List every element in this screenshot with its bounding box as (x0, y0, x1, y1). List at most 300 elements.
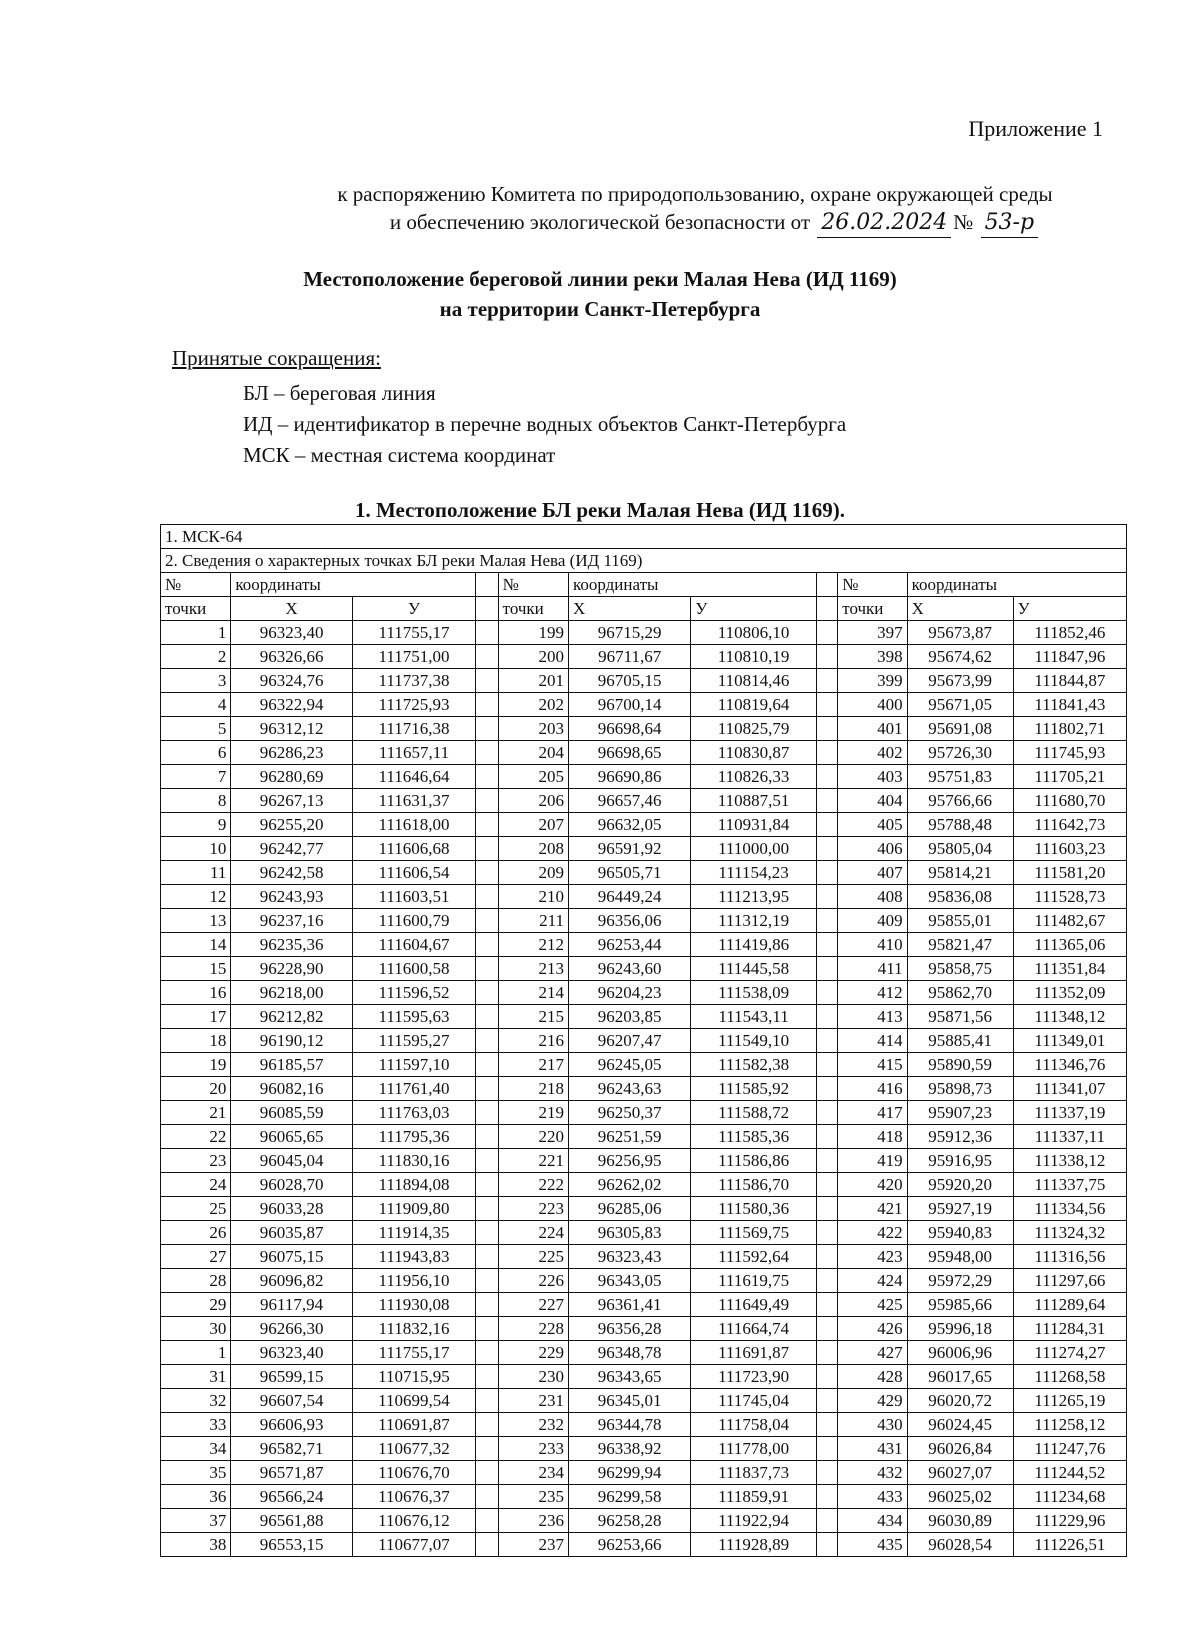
y-coordinate-cell: 111324,32 (1013, 1221, 1126, 1245)
point-number-cell: 218 (498, 1077, 568, 1101)
spacer-cell (816, 1533, 837, 1557)
point-number-cell: 1 (161, 1341, 231, 1365)
point-number-cell: 429 (838, 1389, 907, 1413)
y-coordinate-cell: 111569,75 (691, 1221, 816, 1245)
x-coordinate-cell: 96599,15 (231, 1365, 352, 1389)
x-coordinate-cell: 95890,59 (907, 1053, 1013, 1077)
y-coordinate-cell: 111755,17 (352, 1341, 475, 1365)
point-number-cell: 28 (161, 1269, 231, 1293)
point-number-cell: 229 (498, 1341, 568, 1365)
x-coordinate-cell: 96606,93 (231, 1413, 352, 1437)
y-coordinate-cell: 111649,49 (691, 1293, 816, 1317)
spacer-cell (816, 765, 837, 789)
y-coordinate-cell: 111337,11 (1013, 1125, 1126, 1149)
abbreviation-item: БЛ – береговая линия (243, 381, 436, 405)
spacer-cell (816, 789, 837, 813)
y-coordinate-cell: 111604,67 (352, 933, 475, 957)
spacer-cell (816, 1197, 837, 1221)
point-number-cell: 25 (161, 1197, 231, 1221)
point-number-cell: 37 (161, 1509, 231, 1533)
x-coordinate-cell: 95805,04 (907, 837, 1013, 861)
x-coordinate-cell: 95674,62 (907, 645, 1013, 669)
table-row (161, 1293, 1127, 1317)
abbreviations-list (243, 378, 846, 471)
y-coordinate-cell: 111585,36 (691, 1125, 816, 1149)
spacer-cell (816, 1101, 837, 1125)
point-number-cell: 417 (838, 1101, 907, 1125)
y-coordinate-cell: 111657,11 (352, 741, 475, 765)
spacer-cell (816, 1173, 837, 1197)
x-coordinate-cell: 96218,00 (231, 981, 352, 1005)
point-number-cell: 209 (498, 861, 568, 885)
spacer-cell (476, 1125, 498, 1149)
y-coordinate-cell: 111600,58 (352, 957, 475, 981)
spacer-cell (476, 861, 498, 885)
table-row (161, 645, 1127, 669)
appendix-label: Приложение 1 (968, 116, 1103, 141)
spacer-cell (816, 813, 837, 837)
x-coordinate-cell: 95691,08 (907, 717, 1013, 741)
point-number-cell: 210 (498, 885, 568, 909)
table-row (161, 909, 1127, 933)
spacer-cell (816, 1005, 837, 1029)
x-coordinate-cell: 96033,28 (231, 1197, 352, 1221)
point-number-cell: 35 (161, 1461, 231, 1485)
table-caption: 1. Местоположение БЛ реки Малая Нева (ИД 1169). (354, 498, 846, 522)
spacer-cell (476, 981, 498, 1005)
col-no-header: № (498, 573, 568, 597)
x-coordinate-cell: 96582,71 (231, 1437, 352, 1461)
y-coordinate-cell: 111297,66 (1013, 1269, 1126, 1293)
point-number-cell: 23 (161, 1149, 231, 1173)
x-coordinate-cell: 96299,94 (568, 1461, 690, 1485)
spacer-cell (476, 645, 498, 669)
y-coordinate-cell: 110677,32 (352, 1437, 475, 1461)
point-number-cell: 18 (161, 1029, 231, 1053)
x-coordinate-cell: 96237,16 (231, 909, 352, 933)
x-coordinate-cell: 96085,59 (231, 1101, 352, 1125)
x-coordinate-cell: 95940,83 (907, 1221, 1013, 1245)
point-number-cell: 214 (498, 981, 568, 1005)
point-number-cell: 237 (498, 1533, 568, 1557)
y-coordinate-cell: 110814,46 (691, 669, 816, 693)
spacer-cell (476, 813, 498, 837)
y-coordinate-cell: 111284,31 (1013, 1317, 1126, 1341)
table-row (161, 1461, 1127, 1485)
x-coordinate-cell: 96285,06 (568, 1197, 690, 1221)
table-row (161, 837, 1127, 861)
x-coordinate-cell: 96030,89 (907, 1509, 1013, 1533)
col-x-header: Х (231, 597, 352, 621)
col-point-header: точки (498, 597, 568, 621)
point-number-cell: 416 (838, 1077, 907, 1101)
col-x-header: Х (568, 597, 690, 621)
x-coordinate-cell: 96705,15 (568, 669, 690, 693)
col-point-header: точки (838, 597, 907, 621)
point-number-cell: 425 (838, 1293, 907, 1317)
y-coordinate-cell: 111922,94 (691, 1509, 816, 1533)
y-coordinate-cell: 111528,73 (1013, 885, 1126, 909)
table-row (161, 1077, 1127, 1101)
y-coordinate-cell: 110691,87 (352, 1413, 475, 1437)
point-number-cell: 418 (838, 1125, 907, 1149)
point-number-cell: 399 (838, 669, 907, 693)
point-number-cell: 32 (161, 1389, 231, 1413)
table-row (161, 1365, 1127, 1389)
y-coordinate-cell: 110887,51 (691, 789, 816, 813)
y-coordinate-cell: 110677,07 (352, 1533, 475, 1557)
spacer-cell (476, 1461, 498, 1485)
point-number-cell: 409 (838, 909, 907, 933)
point-number-cell: 400 (838, 693, 907, 717)
y-coordinate-cell: 111338,12 (1013, 1149, 1126, 1173)
point-number-cell: 207 (498, 813, 568, 837)
y-coordinate-cell: 111763,03 (352, 1101, 475, 1125)
table-row (161, 1053, 1127, 1077)
y-coordinate-cell: 110699,54 (352, 1389, 475, 1413)
point-number-cell: 202 (498, 693, 568, 717)
point-number-cell: 407 (838, 861, 907, 885)
x-coordinate-cell: 96571,87 (231, 1461, 352, 1485)
spacer-cell (476, 1413, 498, 1437)
y-coordinate-cell: 111337,75 (1013, 1173, 1126, 1197)
x-coordinate-cell: 96035,87 (231, 1221, 352, 1245)
spacer-cell (816, 741, 837, 765)
y-coordinate-cell: 111000,00 (691, 837, 816, 861)
x-coordinate-cell: 96449,24 (568, 885, 690, 909)
y-coordinate-cell: 111894,08 (352, 1173, 475, 1197)
table-row (161, 693, 1127, 717)
spacer-cell (816, 1053, 837, 1077)
y-coordinate-cell: 111597,10 (352, 1053, 475, 1077)
col-y-header: У (352, 597, 475, 621)
col-coords-header: координаты (231, 573, 476, 597)
table-row (161, 813, 1127, 837)
point-number-cell: 223 (498, 1197, 568, 1221)
y-coordinate-cell: 111606,68 (352, 837, 475, 861)
spacer-cell (476, 1029, 498, 1053)
point-number-cell: 22 (161, 1125, 231, 1149)
point-number-cell: 31 (161, 1365, 231, 1389)
x-coordinate-cell: 96045,04 (231, 1149, 352, 1173)
point-number-cell: 403 (838, 765, 907, 789)
table-row (161, 861, 1127, 885)
point-number-cell: 234 (498, 1461, 568, 1485)
point-number-cell: 227 (498, 1293, 568, 1317)
y-coordinate-cell: 111588,72 (691, 1101, 816, 1125)
x-coordinate-cell: 95912,36 (907, 1125, 1013, 1149)
point-number-cell: 26 (161, 1221, 231, 1245)
document-title (0, 264, 1200, 324)
point-number-cell: 220 (498, 1125, 568, 1149)
table-row (161, 1245, 1127, 1269)
y-coordinate-cell: 111751,00 (352, 645, 475, 669)
y-coordinate-cell: 111274,27 (1013, 1341, 1126, 1365)
point-number-cell: 226 (498, 1269, 568, 1293)
table-row (161, 1413, 1127, 1437)
x-coordinate-cell: 96343,65 (568, 1365, 690, 1389)
y-coordinate-cell: 111914,35 (352, 1221, 475, 1245)
table-row (161, 1341, 1127, 1365)
spacer-cell (816, 1125, 837, 1149)
y-coordinate-cell: 110826,33 (691, 765, 816, 789)
point-number-cell: 404 (838, 789, 907, 813)
point-number-cell: 33 (161, 1413, 231, 1437)
spacer-cell (476, 717, 498, 741)
spacer-cell (816, 909, 837, 933)
x-coordinate-cell: 96026,84 (907, 1437, 1013, 1461)
y-coordinate-cell: 111844,87 (1013, 669, 1126, 693)
y-coordinate-cell: 111603,51 (352, 885, 475, 909)
spacer-cell (476, 1437, 498, 1461)
x-coordinate-cell: 96245,05 (568, 1053, 690, 1077)
point-number-cell: 398 (838, 645, 907, 669)
y-coordinate-cell: 110830,87 (691, 741, 816, 765)
spacer-cell (476, 957, 498, 981)
point-number-cell: 231 (498, 1389, 568, 1413)
spacer-cell (476, 741, 498, 765)
spacer-cell (816, 1341, 837, 1365)
x-coordinate-cell: 95858,75 (907, 957, 1013, 981)
spacer-cell (816, 1317, 837, 1341)
x-coordinate-cell: 96212,82 (231, 1005, 352, 1029)
point-number-cell: 406 (838, 837, 907, 861)
y-coordinate-cell: 111586,86 (691, 1149, 816, 1173)
y-coordinate-cell: 111582,38 (691, 1053, 816, 1077)
table-row (161, 933, 1127, 957)
spacer-cell (816, 1437, 837, 1461)
x-coordinate-cell: 96690,86 (568, 765, 690, 789)
x-coordinate-cell: 96242,77 (231, 837, 352, 861)
x-coordinate-cell: 96243,63 (568, 1077, 690, 1101)
spacer-cell (816, 861, 837, 885)
x-coordinate-cell: 95855,01 (907, 909, 1013, 933)
point-number-cell: 13 (161, 909, 231, 933)
y-coordinate-cell: 111631,37 (352, 789, 475, 813)
point-number-cell: 208 (498, 837, 568, 861)
x-coordinate-cell: 96553,15 (231, 1533, 352, 1557)
point-number-cell: 221 (498, 1149, 568, 1173)
spacer-cell (476, 1101, 498, 1125)
y-coordinate-cell: 110819,64 (691, 693, 816, 717)
table-row (161, 1029, 1127, 1053)
x-coordinate-cell: 96065,65 (231, 1125, 352, 1149)
point-number-cell: 415 (838, 1053, 907, 1077)
spacer-cell (816, 1413, 837, 1437)
x-coordinate-cell: 96326,66 (231, 645, 352, 669)
table-row (161, 1101, 1127, 1125)
spacer-cell (816, 669, 837, 693)
y-coordinate-cell: 111154,23 (691, 861, 816, 885)
y-coordinate-cell: 111642,73 (1013, 813, 1126, 837)
y-coordinate-cell: 111795,36 (352, 1125, 475, 1149)
spacer-cell (476, 1533, 498, 1557)
point-number-cell: 27 (161, 1245, 231, 1269)
point-number-cell: 17 (161, 1005, 231, 1029)
y-coordinate-cell: 110676,12 (352, 1509, 475, 1533)
point-number-cell: 21 (161, 1101, 231, 1125)
spacer-cell (476, 1365, 498, 1389)
x-coordinate-cell: 96258,28 (568, 1509, 690, 1533)
abbreviation-item: МСК – местная система координат (243, 443, 556, 467)
x-coordinate-cell: 96711,67 (568, 645, 690, 669)
y-coordinate-cell: 111603,23 (1013, 837, 1126, 861)
y-coordinate-cell: 111758,04 (691, 1413, 816, 1437)
x-coordinate-cell: 96242,58 (231, 861, 352, 885)
spacer-cell (476, 1221, 498, 1245)
y-coordinate-cell: 111346,76 (1013, 1053, 1126, 1077)
x-coordinate-cell: 96356,28 (568, 1317, 690, 1341)
x-coordinate-cell: 96190,12 (231, 1029, 352, 1053)
point-number-cell: 401 (838, 717, 907, 741)
table-row (161, 1269, 1127, 1293)
y-coordinate-cell: 111316,56 (1013, 1245, 1126, 1269)
y-coordinate-cell: 111802,71 (1013, 717, 1126, 741)
y-coordinate-cell: 111352,09 (1013, 981, 1126, 1005)
point-number-cell: 4 (161, 693, 231, 717)
point-number-cell: 235 (498, 1485, 568, 1509)
x-coordinate-cell: 96253,66 (568, 1533, 690, 1557)
point-number-cell: 24 (161, 1173, 231, 1197)
table-row (161, 1125, 1127, 1149)
spacer-cell (476, 1509, 498, 1533)
y-coordinate-cell: 110810,19 (691, 645, 816, 669)
x-coordinate-cell: 96566,24 (231, 1485, 352, 1509)
x-coordinate-cell: 96323,40 (231, 1341, 352, 1365)
spacer-cell (816, 1077, 837, 1101)
point-number-cell: 8 (161, 789, 231, 813)
x-coordinate-cell: 96262,02 (568, 1173, 690, 1197)
spacer-cell (816, 573, 837, 597)
y-coordinate-cell: 111445,58 (691, 957, 816, 981)
y-coordinate-cell: 110825,79 (691, 717, 816, 741)
point-number-cell: 213 (498, 957, 568, 981)
table-row (161, 717, 1127, 741)
x-coordinate-cell: 96698,65 (568, 741, 690, 765)
y-coordinate-cell: 111723,90 (691, 1365, 816, 1389)
point-number-cell: 411 (838, 957, 907, 981)
point-number-cell: 433 (838, 1485, 907, 1509)
point-number-cell: 15 (161, 957, 231, 981)
point-number-cell: 2 (161, 645, 231, 669)
x-coordinate-cell: 96020,72 (907, 1389, 1013, 1413)
x-coordinate-cell: 96323,40 (231, 621, 352, 645)
y-coordinate-cell: 111852,46 (1013, 621, 1126, 645)
x-coordinate-cell: 96028,70 (231, 1173, 352, 1197)
spacer-cell (816, 1461, 837, 1485)
x-coordinate-cell: 96322,94 (231, 693, 352, 717)
table-row (161, 1149, 1127, 1173)
x-coordinate-cell: 96256,95 (568, 1149, 690, 1173)
spacer-cell (476, 1389, 498, 1413)
spacer-cell (816, 621, 837, 645)
x-coordinate-cell: 96345,01 (568, 1389, 690, 1413)
point-number-cell: 11 (161, 861, 231, 885)
col-no-header: № (161, 573, 231, 597)
table-row (161, 1509, 1127, 1533)
point-number-cell: 206 (498, 789, 568, 813)
point-number-cell: 12 (161, 885, 231, 909)
x-coordinate-cell: 96344,78 (568, 1413, 690, 1437)
x-coordinate-cell: 96255,20 (231, 813, 352, 837)
x-coordinate-cell: 96203,85 (568, 1005, 690, 1029)
point-number-cell: 204 (498, 741, 568, 765)
x-coordinate-cell: 96024,45 (907, 1413, 1013, 1437)
point-number-cell: 6 (161, 741, 231, 765)
x-coordinate-cell: 95671,05 (907, 693, 1013, 717)
y-coordinate-cell: 111909,80 (352, 1197, 475, 1221)
point-number-cell: 205 (498, 765, 568, 789)
spacer-cell (476, 597, 498, 621)
x-coordinate-cell: 96305,83 (568, 1221, 690, 1245)
point-number-cell: 19 (161, 1053, 231, 1077)
spacer-cell (476, 1149, 498, 1173)
point-number-cell: 408 (838, 885, 907, 909)
spacer-cell (816, 1149, 837, 1173)
col-coords-header: координаты (568, 573, 816, 597)
y-coordinate-cell: 110676,70 (352, 1461, 475, 1485)
section-label: 1. МСК-64 (161, 525, 1127, 549)
x-coordinate-cell: 96700,14 (568, 693, 690, 717)
decree-line-2 (270, 208, 1120, 238)
x-coordinate-cell: 96028,54 (907, 1533, 1013, 1557)
y-coordinate-cell: 111725,93 (352, 693, 475, 717)
spacer-cell (816, 885, 837, 909)
spacer-cell (476, 909, 498, 933)
x-coordinate-cell: 95927,19 (907, 1197, 1013, 1221)
table-row (161, 1197, 1127, 1221)
point-number-cell: 203 (498, 717, 568, 741)
point-number-cell: 30 (161, 1317, 231, 1341)
table-row (161, 1485, 1127, 1509)
spacer-cell (816, 1365, 837, 1389)
x-coordinate-cell: 95766,66 (907, 789, 1013, 813)
spacer-cell (816, 645, 837, 669)
y-coordinate-cell: 111646,64 (352, 765, 475, 789)
x-coordinate-cell: 95948,00 (907, 1245, 1013, 1269)
spacer-cell (476, 1197, 498, 1221)
spacer-cell (476, 1173, 498, 1197)
y-coordinate-cell: 111289,64 (1013, 1293, 1126, 1317)
y-coordinate-cell: 111778,00 (691, 1437, 816, 1461)
x-coordinate-cell: 96361,41 (568, 1293, 690, 1317)
point-number-cell: 405 (838, 813, 907, 837)
spacer-cell (476, 1005, 498, 1029)
table-row (161, 765, 1127, 789)
table-row (161, 1437, 1127, 1461)
y-coordinate-cell: 111229,96 (1013, 1509, 1126, 1533)
x-coordinate-cell: 96280,69 (231, 765, 352, 789)
header-row-1 (161, 573, 1127, 597)
x-coordinate-cell: 96243,60 (568, 957, 690, 981)
x-coordinate-cell: 96348,78 (568, 1341, 690, 1365)
y-coordinate-cell: 111755,17 (352, 621, 475, 645)
spacer-cell (816, 693, 837, 717)
x-coordinate-cell: 95996,18 (907, 1317, 1013, 1341)
spacer-cell (476, 1293, 498, 1317)
point-number-cell: 1 (161, 621, 231, 645)
point-number-cell: 224 (498, 1221, 568, 1245)
x-coordinate-cell: 96698,64 (568, 717, 690, 741)
y-coordinate-cell: 111737,38 (352, 669, 475, 693)
y-coordinate-cell: 111606,54 (352, 861, 475, 885)
x-coordinate-cell: 96006,96 (907, 1341, 1013, 1365)
point-number-cell: 29 (161, 1293, 231, 1317)
x-coordinate-cell: 96185,57 (231, 1053, 352, 1077)
x-coordinate-cell: 95898,73 (907, 1077, 1013, 1101)
y-coordinate-cell: 111664,74 (691, 1317, 816, 1341)
x-coordinate-cell: 95836,08 (907, 885, 1013, 909)
